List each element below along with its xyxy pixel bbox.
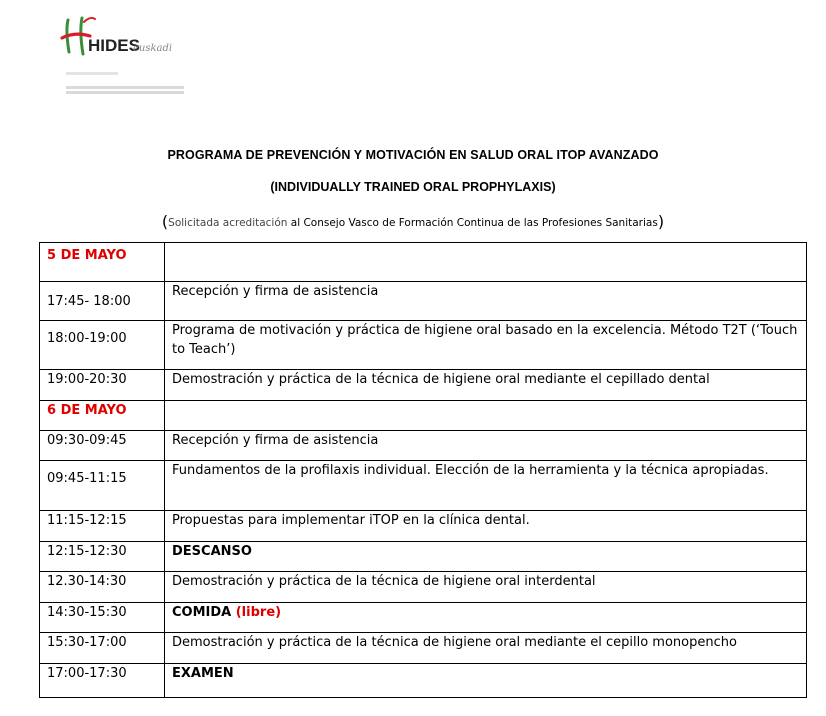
time-cell: 18:00-19:00: [40, 321, 165, 370]
time-cell: 09:45-11:15: [40, 461, 165, 511]
desc-cell: Fundamentos de la profilaxis individual. Elección de la herramienta y la técnica apropiadas.: [165, 461, 807, 511]
table-row: [40, 370, 807, 401]
table-row: [40, 542, 807, 572]
day-cell: [40, 243, 165, 282]
accreditation-note: [0, 212, 826, 231]
page-subtitle: (INDIVIDUALLY TRAINED ORAL PROPHYLAXIS): [270, 180, 556, 194]
desc-cell: [165, 664, 807, 698]
time-cell: 11:15-12:15: [40, 511, 165, 542]
day-empty-cell: [165, 243, 807, 282]
accreditation-part2: al Consejo Vasco de Formación Continua de las Profesiones Sanitarias: [287, 217, 658, 229]
table-row: [40, 664, 807, 698]
table-row: [40, 321, 807, 370]
desc-cell: Demostración y práctica de la técnica de higiene oral mediante el cepillado dental: [165, 370, 807, 401]
desc-cell: [165, 603, 807, 633]
time-cell: 12.30-14:30: [40, 572, 165, 603]
time-cell: 19:00-20:30: [40, 370, 165, 401]
table-row: [40, 461, 807, 511]
schedule-table: [39, 242, 807, 698]
table-row: [40, 511, 807, 542]
desc-cell: [165, 542, 807, 572]
day-cell: [40, 401, 165, 431]
table-row: [40, 431, 807, 461]
desc-cell: Demostración y práctica de la técnica de higiene oral interdental: [165, 572, 807, 603]
logo-brand-text: HIDES: [88, 36, 140, 55]
table-row: [40, 572, 807, 603]
desc-cell: Recepción y firma de asistencia: [165, 282, 807, 321]
hides-euskadi-logo: [58, 14, 188, 98]
day-header-row: [40, 243, 807, 282]
time-cell: 14:30-15:30: [40, 603, 165, 633]
desc-cell: Demostración y práctica de la técnica de higiene oral mediante el cepillo monopencho: [165, 633, 807, 664]
day-label-5-mayo: 5 DE MAYO: [47, 248, 127, 263]
accreditation-close-paren: ): [657, 212, 665, 231]
table-row: [40, 282, 807, 321]
accreditation-part1: Solicitada acreditación: [168, 217, 288, 229]
logo-suffix-text: euskadi: [133, 43, 173, 54]
logo-graphic: [58, 14, 188, 98]
desc-cell: Recepción y firma de asistencia: [165, 431, 807, 461]
time-cell: 17:00-17:30: [40, 664, 165, 698]
day-empty-cell: [165, 401, 807, 431]
day-header-row: [40, 401, 807, 431]
desc-cell: Propuestas para implementar iTOP en la clínica dental.: [165, 511, 807, 542]
time-cell: 17:45- 18:00: [40, 282, 165, 321]
exam-label: EXAMEN: [172, 666, 234, 681]
page-title: PROGRAMA DE PREVENCIÓN Y MOTIVACIÓN EN SALUD ORAL ITOP AVANZADO: [167, 148, 659, 162]
table-row: [40, 633, 807, 664]
desc-cell: Programa de motivación y práctica de higiene oral basado en la excelencia. Método T2T (‘Touch to Teach’): [165, 321, 807, 370]
table-row: [40, 603, 807, 633]
break-label: DESCANSO: [172, 544, 252, 559]
time-cell: 15:30-17:00: [40, 633, 165, 664]
lunch-free-label: (libre): [231, 605, 282, 620]
accreditation-open-paren: (: [161, 212, 169, 231]
lunch-label: COMIDA: [172, 605, 232, 620]
time-cell: 09:30-09:45: [40, 431, 165, 461]
time-cell: 12:15-12:30: [40, 542, 165, 572]
day-label-6-mayo: 6 DE MAYO: [47, 403, 127, 418]
